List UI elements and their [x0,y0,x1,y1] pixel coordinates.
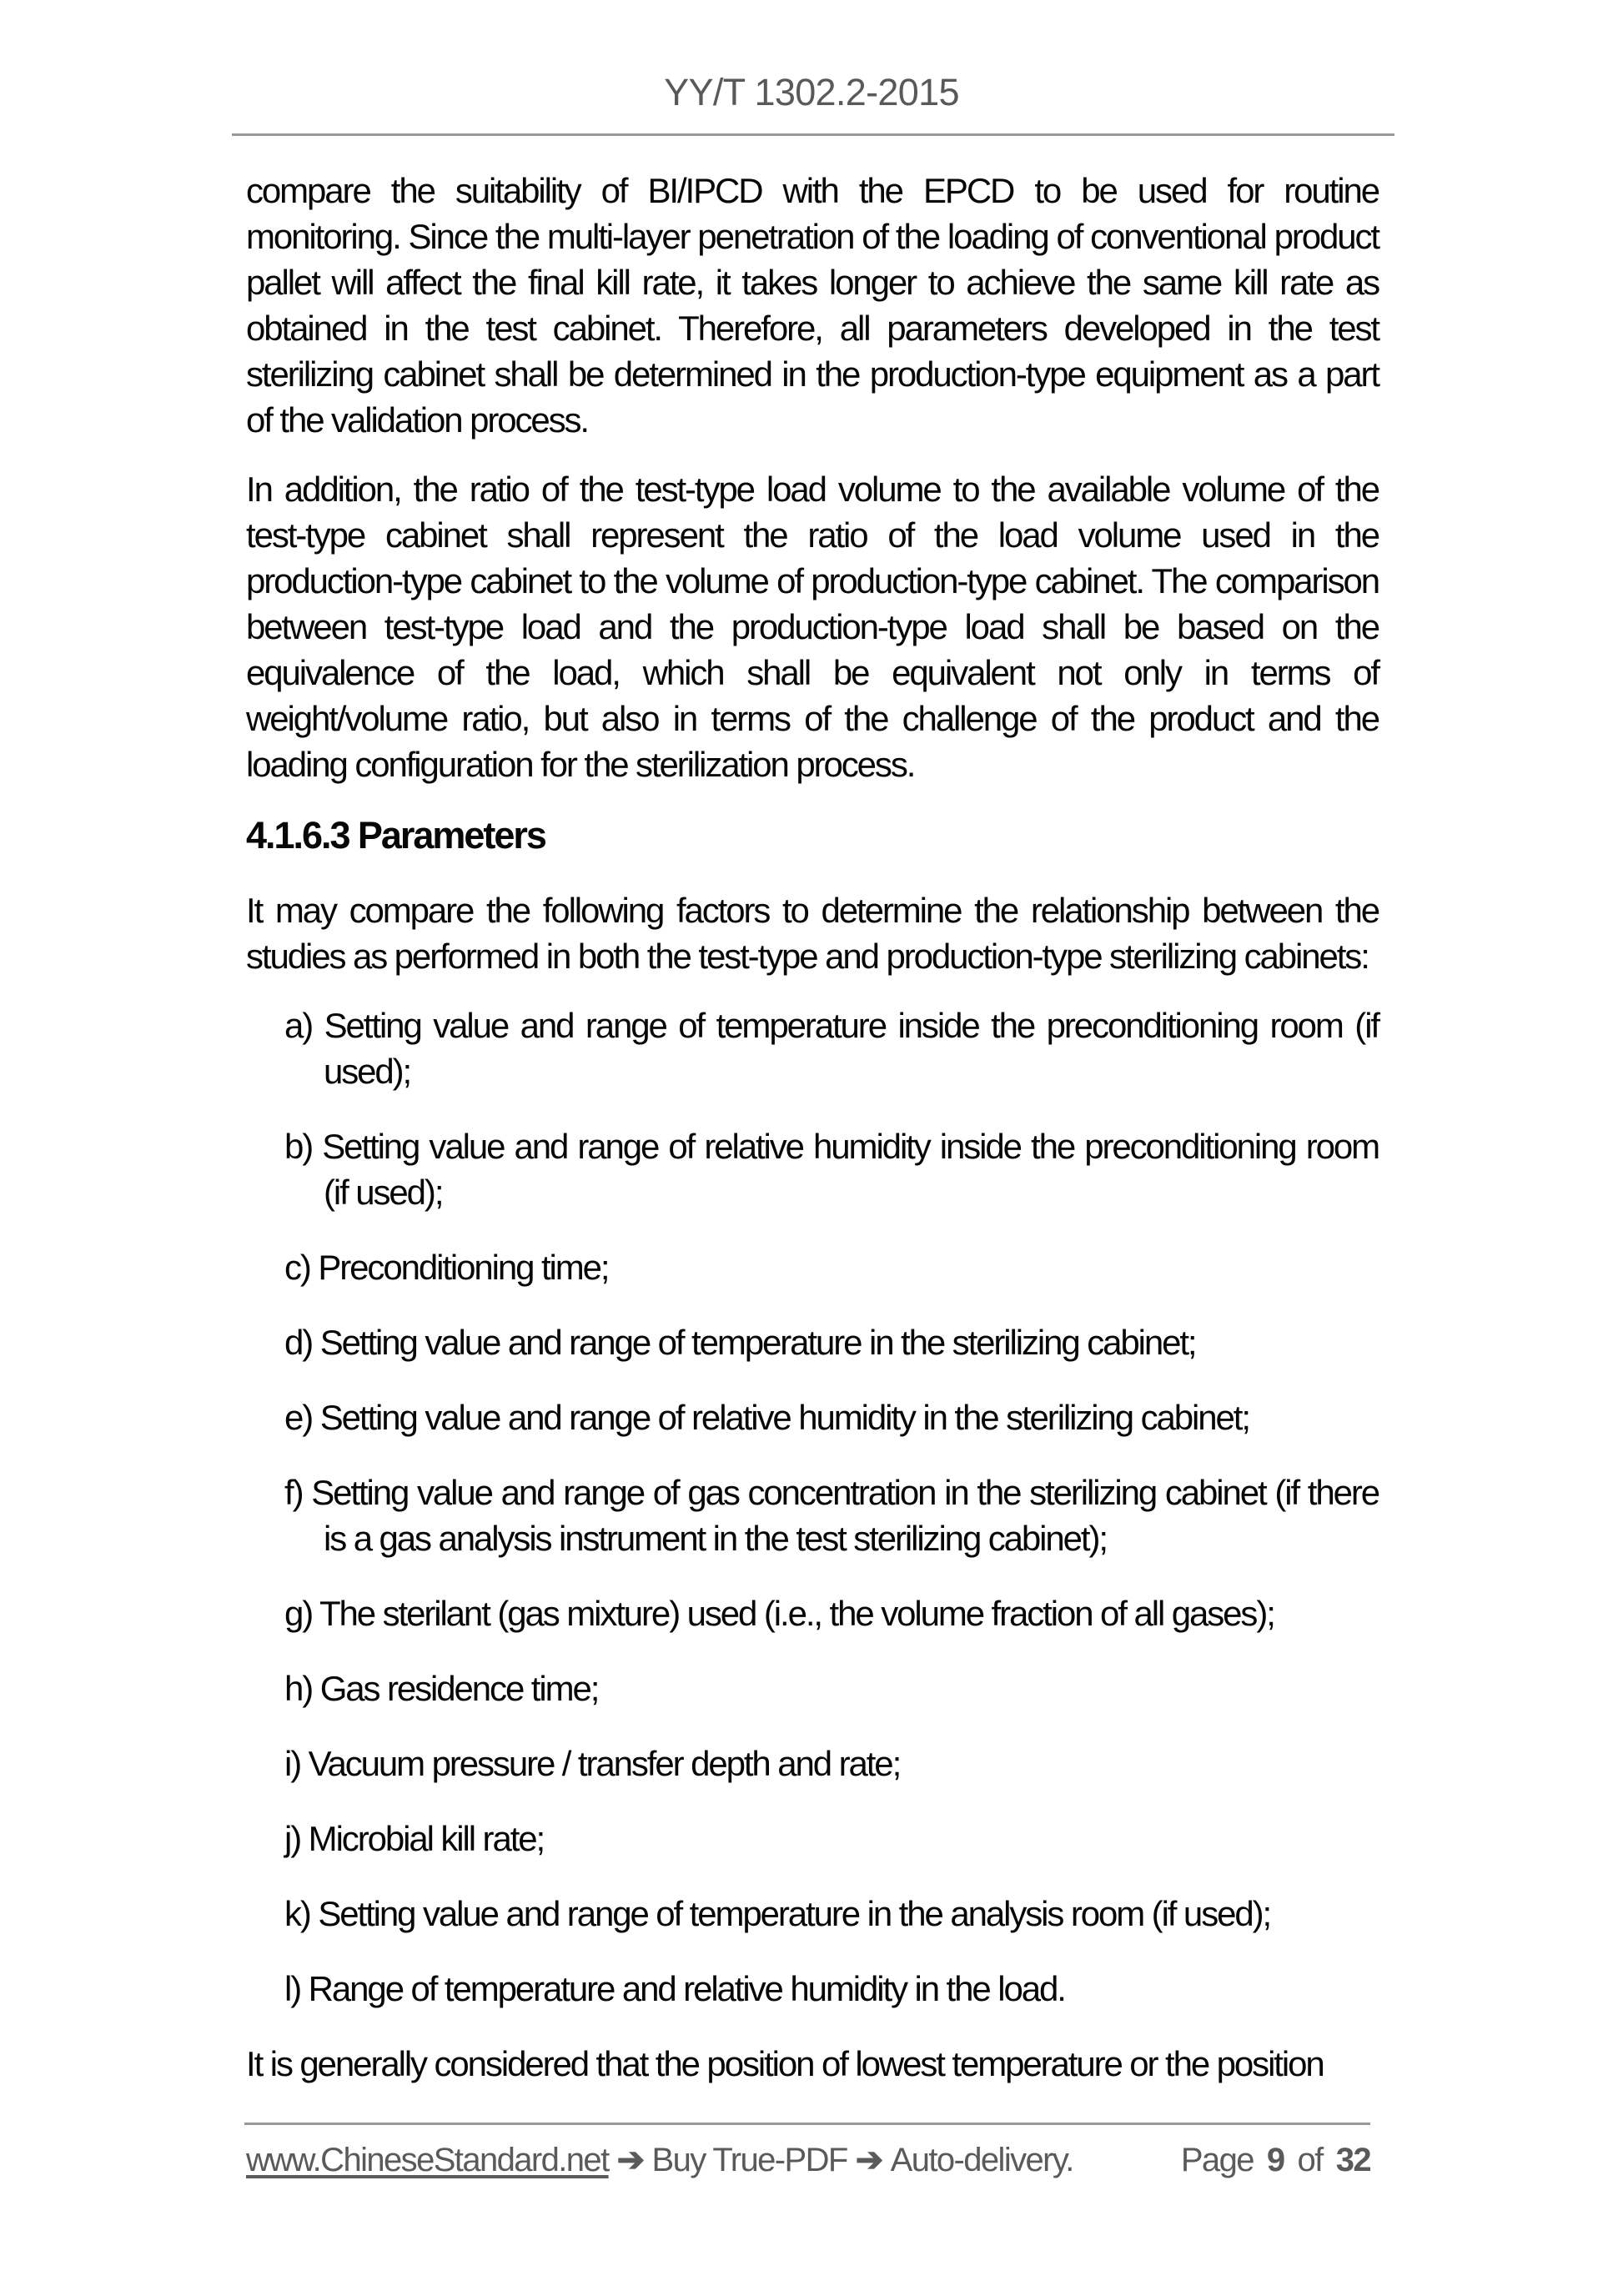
section-heading-parameters: 4.1.6.3 Parameters [246,814,545,857]
list-item-j: j) Microbial kill rate; [284,1819,545,1858]
header-divider [232,133,1394,136]
arrow-right-icon: ➔ [855,2142,882,2178]
footer-source-line [246,2140,1073,2180]
arrow-right-icon: ➔ [616,2142,644,2178]
paragraph-lowest-temperature: It is generally considered that the position of lowest temperature or the position [246,2044,1324,2083]
list-item-b: b) Setting value and range of relative humidity inside the preconditioning room (if used); [284,1127,1379,1212]
current-page-number: 9 [1266,2142,1284,2178]
list-item-a: a) Setting value and range of temperature inside the preconditioning room (if used); [284,1006,1379,1091]
list-item-h: h) Gas residence time; [284,1669,599,1708]
page-header-doc-number: YY/T 1302.2-2015 [664,71,959,113]
list-item-f: f) Setting value and range of gas concentration in the sterilizing cabinet (if there is a gas analysis instrument in the test sterilizing cabinet); [284,1473,1379,1558]
of-word-label: of [1297,2142,1323,2178]
website-link[interactable]: www.ChineseStandard.net [246,2142,609,2178]
footer-delivery-label: Auto-delivery. [890,2142,1073,2178]
page-number-indicator [1174,2140,1370,2180]
parameter-list [246,1002,1379,2012]
list-item-c: c) Preconditioning time; [284,1248,609,1287]
footer-divider [244,2123,1370,2125]
list-item-i: i) Vacuum pressure / transfer depth and rate; [284,1744,901,1783]
paragraph-factors-intro: It may compare the following factors to determine the relationship between the studies as performed in both the test-type and production-type sterilizing cabinets: [246,891,1379,976]
list-item-k: k) Setting value and range of temperature in the analysis room (if used); [284,1894,1271,1933]
document-body [246,168,1379,2087]
footer-buy-label: Buy True-PDF [651,2142,847,2178]
paragraph-load-ratio: In addition, the ratio of the test-type load volume to the available volume of the test-type cabinet shall represent the ratio of the load volume used in the production-type cabinet to the volume of production-type cabinet. The comparison between test-type load and the production-type load shall be based on the equivalence of the load, which shall be equivalent not only in terms of weight/volume ratio, but also in terms of the challenge of the product and the loading configuration for the sterilization process. [246,470,1379,784]
list-item-e: e) Setting value and range of relative humidity in the sterilizing cabinet; [284,1398,1249,1437]
list-item-g: g) The sterilant (gas mixture) used (i.e., the volume fraction of all gases); [284,1594,1274,1633]
total-page-number: 32 [1335,2142,1370,2178]
page-word-label: Page [1180,2142,1254,2178]
list-item-l: l) Range of temperature and relative humidity in the load. [284,1969,1065,2008]
paragraph-kill-rate: compare the suitability of BI/IPCD with the EPCD to be used for routine monitoring. Since the multi-layer penetration of the loading of conventional product pallet will affect the final kill rate, it takes longer to achieve the same kill rate as obtained in the test cabinet. Therefore, all parameters developed in the test sterilizing cabinet shall be determined in the production-type equipment as a part of the validation process. [246,171,1379,440]
page-footer [246,2140,1370,2180]
list-item-d: d) Setting value and range of temperature in the sterilizing cabinet; [284,1323,1196,1362]
